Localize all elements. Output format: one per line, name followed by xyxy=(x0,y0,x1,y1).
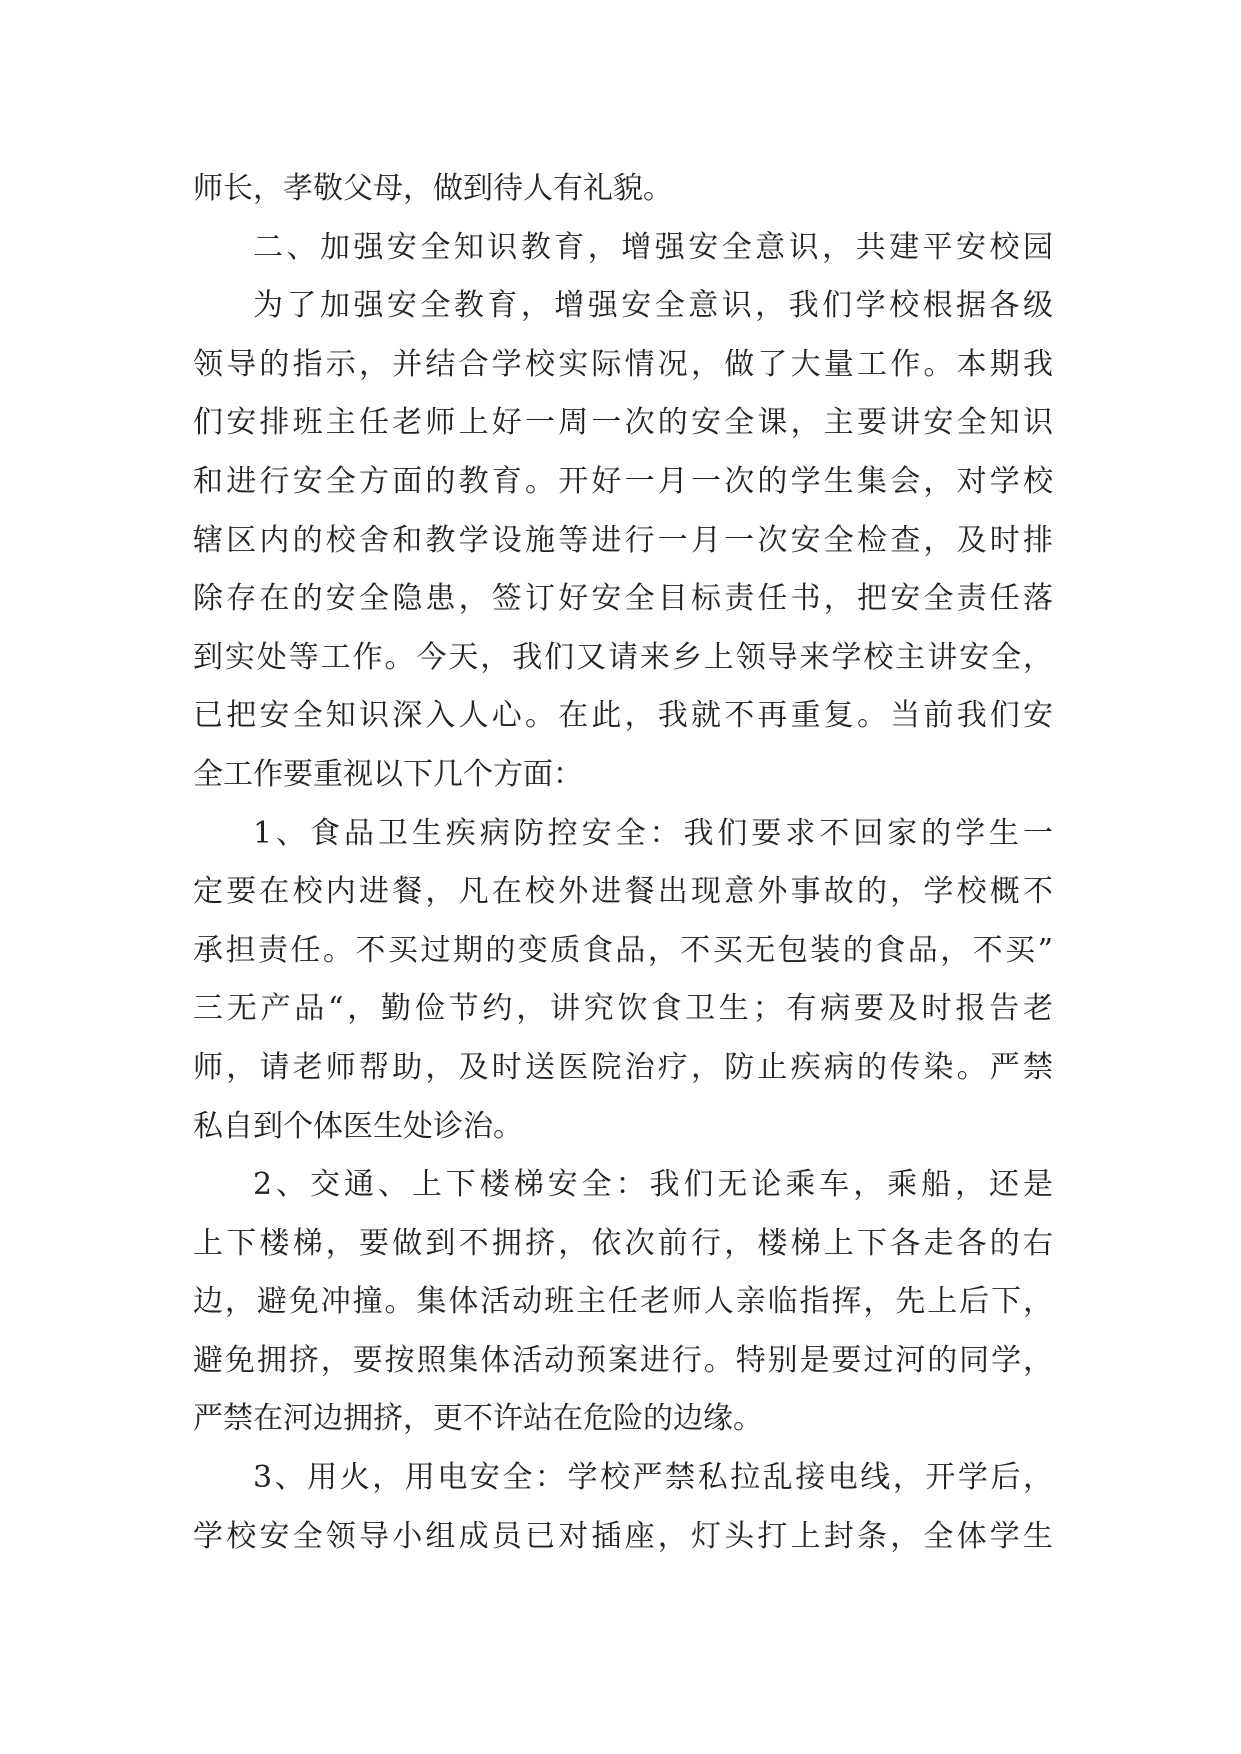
text-line: 承担责任。不买过期的变质食品，不买无包装的食品，不买” xyxy=(193,932,1053,968)
document-body xyxy=(193,160,1053,1566)
text-line: 上下楼梯，要做到不拥挤，依次前行，楼梯上下各走各的右 xyxy=(193,1225,1053,1261)
text-line: 严禁在河边拥挤，更不许站在危险的边缘。 xyxy=(193,1401,763,1437)
list-item-1: 1、食品卫生疾病防控安全：我们要求不回家的学生一 xyxy=(253,815,1053,851)
text-line: 为了加强安全教育，增强安全意识，我们学校根据各级 xyxy=(253,288,1053,324)
text-line: 领导的指示，并结合学校实际情况，做了大量工作。本期我 xyxy=(193,346,1053,382)
text-line: 避免拥挤，要按照集体活动预案进行。特别是要过河的同学， xyxy=(193,1342,1053,1378)
text-line: 辖区内的校舍和教学设施等进行一月一次安全检查，及时排 xyxy=(193,522,1053,558)
text-line: 全工作要重视以下几个方面： xyxy=(193,756,583,792)
text-line: 师，请老师帮助，及时送医院治疗，防止疾病的传染。严禁 xyxy=(193,1049,1053,1085)
text-line: 师长，孝敬父母，做到待人有礼貌。 xyxy=(193,171,673,206)
text-line: 学校安全领导小组成员已对插座，灯头打上封条，全体学生 xyxy=(193,1518,1053,1554)
text-line: 和进行安全方面的教育。开好一月一次的学生集会，对学校 xyxy=(193,463,1053,499)
text-line: 除存在的安全隐患，签订好安全目标责任书，把安全责任落 xyxy=(193,581,1053,617)
text-line: 三无产品“，勤俭节约，讲究饮食卫生；有病要及时报告老 xyxy=(193,991,1053,1027)
text-line: 定要在校内进餐，凡在校外进餐出现意外事故的，学校概不 xyxy=(193,874,1053,910)
text-line: 们安排班主任老师上好一周一次的安全课，主要讲安全知识 xyxy=(193,405,1053,441)
list-item-3: 3、用火，用电安全：学校严禁私拉乱接电线，开学后， xyxy=(253,1460,1053,1496)
section-heading: 二、加强安全知识教育，增强安全意识，共建平安校园 xyxy=(253,229,1053,265)
text-line: 边，避免冲撞。集体活动班主任老师人亲临指挥，先上后下， xyxy=(193,1284,1053,1320)
text-line: 到实处等工作。今天，我们又请来乡上领导来学校主讲安全， xyxy=(193,639,1053,675)
text-line: 已把安全知识深入人心。在此，我就不再重复。当前我们安 xyxy=(193,698,1053,734)
list-item-2: 2、交通、上下楼梯安全：我们无论乘车，乘船，还是 xyxy=(253,1167,1053,1203)
text-line: 私自到个体医生处诊治。 xyxy=(193,1108,523,1144)
